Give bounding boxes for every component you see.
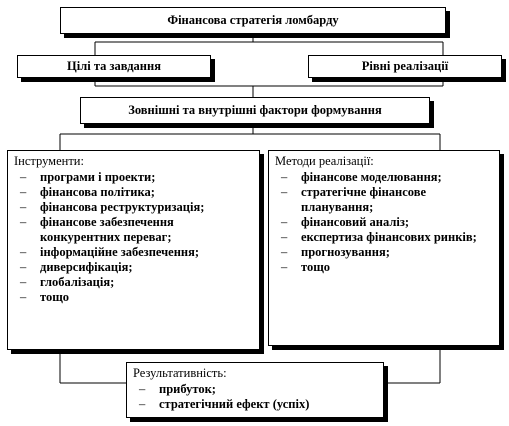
levels-box <box>308 55 502 78</box>
list-item: – експертиза фінансових ринків; <box>275 230 493 245</box>
list-item: – фінансова реструктуризація; <box>14 200 253 215</box>
instruments-list <box>14 170 253 305</box>
list-item: – стратегічний ефект (успіх) <box>133 397 377 412</box>
results-list <box>133 382 377 412</box>
methods-list <box>275 170 493 275</box>
list-item: – тощо <box>275 260 493 275</box>
results-box <box>126 362 384 418</box>
list-item: – програми і проекти; <box>14 170 253 185</box>
levels-label: Рівні реалізації <box>361 59 449 73</box>
list-item: – тощо <box>14 290 253 305</box>
instruments-title: Інструменти: <box>14 154 84 168</box>
list-item: – прибуток; <box>133 382 377 397</box>
results-title: Результативність: <box>133 366 227 380</box>
methods-box <box>268 150 500 346</box>
strategy-title-box <box>60 7 446 34</box>
instruments-box <box>7 150 260 350</box>
list-item: – фінансове забезпечення конкурентних переваг; <box>14 215 253 245</box>
list-item: – прогнозування; <box>275 245 493 260</box>
strategy-title: Фінансова стратегія ломбарду <box>167 13 339 27</box>
factors-label: Зовнішні та внутрішні фактори формування <box>128 103 382 117</box>
goals-box <box>17 55 211 78</box>
list-item: – диверсифікація; <box>14 260 253 275</box>
factors-box <box>80 97 430 124</box>
goals-label: Цілі та завдання <box>67 59 161 73</box>
list-item: – фінансова політика; <box>14 185 253 200</box>
list-item: – фінансовий аналіз; <box>275 215 493 230</box>
list-item: – глобалізація; <box>14 275 253 290</box>
list-item: – стратегічне фінансове планування; <box>275 185 493 215</box>
list-item: – фінансове моделювання; <box>275 170 493 185</box>
list-item: – інформаційне забезпечення; <box>14 245 253 260</box>
methods-title: Методи реалізації: <box>275 154 374 168</box>
